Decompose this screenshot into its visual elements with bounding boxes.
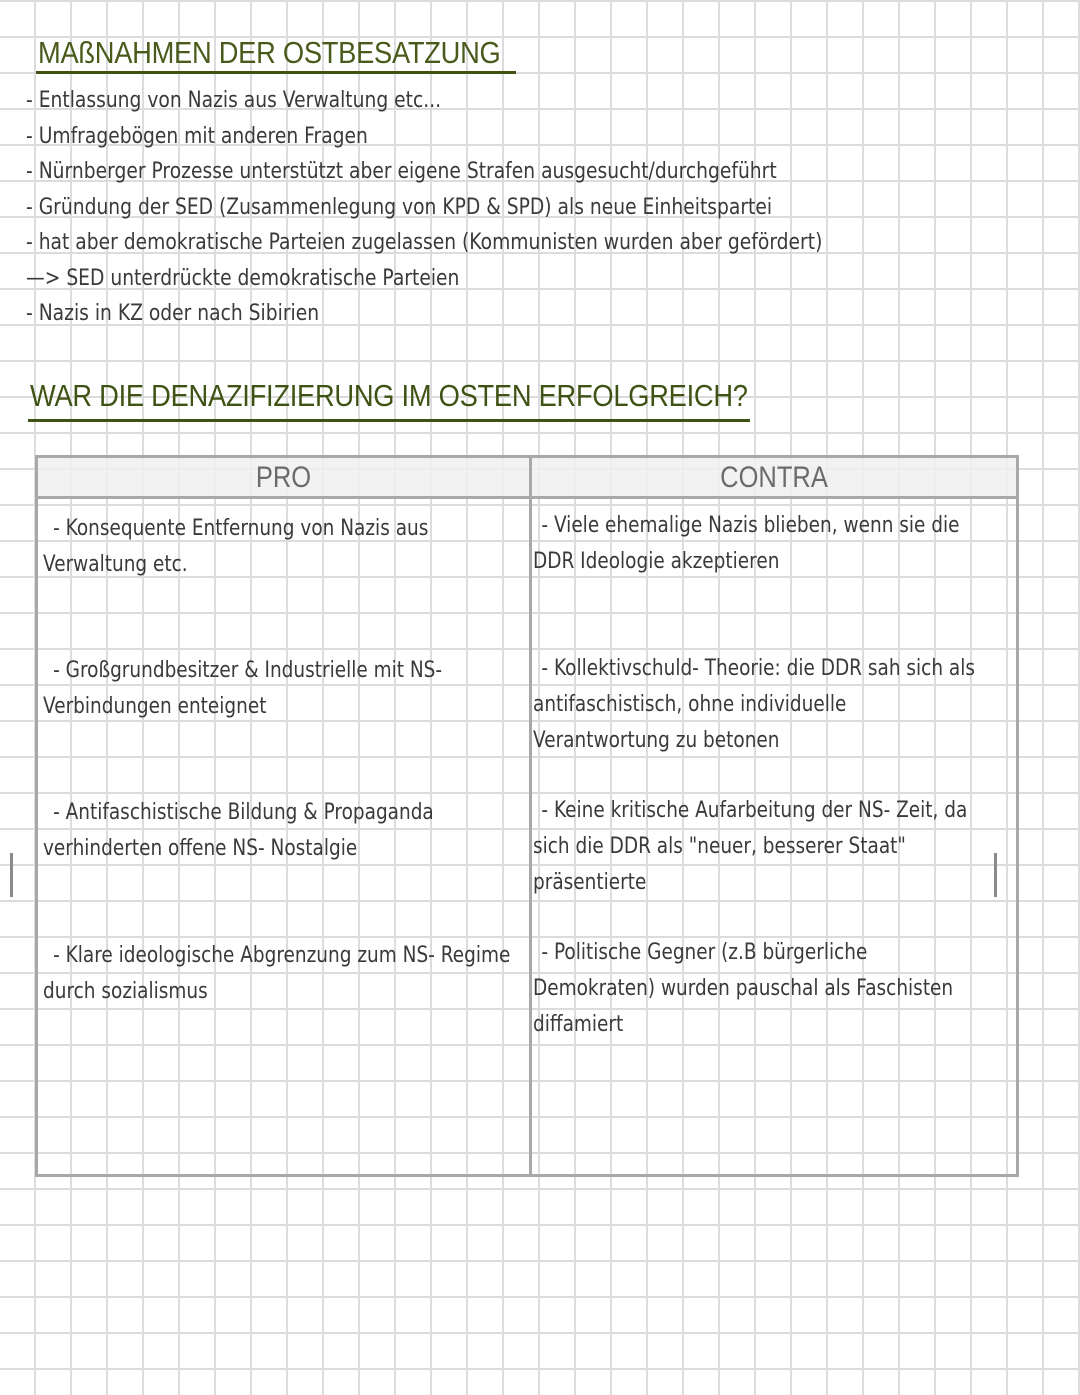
measures-list xyxy=(26,83,1026,332)
section1-title: MAßNAHMEN DER OSTBESATZUNG xyxy=(38,35,501,70)
pro-contra-table xyxy=(35,455,1019,1177)
pro-item: - Klare ideologische Abgrenzung zum NS- Regime durch sozialismus xyxy=(43,943,511,1004)
right-resize-handle[interactable] xyxy=(994,853,997,897)
pro-item: - Antifaschistische Bildung & Propaganda verhinderten offene NS- Nostalgie xyxy=(43,800,434,861)
pro-item: - Konsequente Entfernung von Nazis aus Verwaltung etc. xyxy=(43,516,429,577)
section1-title-underline xyxy=(36,71,516,74)
table-header xyxy=(38,458,1016,499)
contra-item: - Keine kritische Aufarbeitung der NS- Zeit, da sich die DDR als "neuer, besserer Staat" präsentierte xyxy=(533,798,968,895)
list-item: - hat aber demokratische Parteien zugelassen (Kommunisten wurden aber gefördert) xyxy=(26,230,823,255)
contra-item: - Viele ehemalige Nazis blieben, wenn sie die DDR Ideologie akzeptieren xyxy=(533,513,960,574)
column-divider xyxy=(529,458,532,1174)
section2-title-underline xyxy=(28,419,750,422)
contra-item: - Kollektivschuld- Theorie: die DDR sah sich als antifaschistisch, ohne individuelle Verantwortung zu betonen xyxy=(533,656,976,753)
list-item: —> SED unterdrückte demokratische Parteien xyxy=(26,265,460,291)
contra-item: - Politische Gegner (z.B bürgerliche Demokraten) wurden pauschal als Faschisten diffamiert xyxy=(533,940,954,1037)
list-item: - Umfragebögen mit anderen Fragen xyxy=(26,123,368,149)
list-item: - Gründung der SED (Zusammenlegung von KPD & SPD) als neue Einheitspartei xyxy=(26,194,773,220)
pro-header: PRO xyxy=(255,461,312,494)
section2-title: WAR DIE DENAZIFIZIERUNG IM OSTEN ERFOLGREICH? xyxy=(30,378,748,413)
left-resize-handle[interactable] xyxy=(10,853,13,897)
contra-header: CONTRA xyxy=(720,461,828,494)
list-item: - Nazis in KZ oder nach Sibirien xyxy=(26,301,320,326)
pro-item: - Großgrundbesitzer & Industrielle mit NS- Verbindungen enteignet xyxy=(43,658,443,719)
list-item: - Entlassung von Nazis aus Verwaltung etc... xyxy=(26,88,442,113)
list-item: - Nürnberger Prozesse unterstützt aber eigene Strafen ausgesucht/durchgeführt xyxy=(26,159,777,184)
